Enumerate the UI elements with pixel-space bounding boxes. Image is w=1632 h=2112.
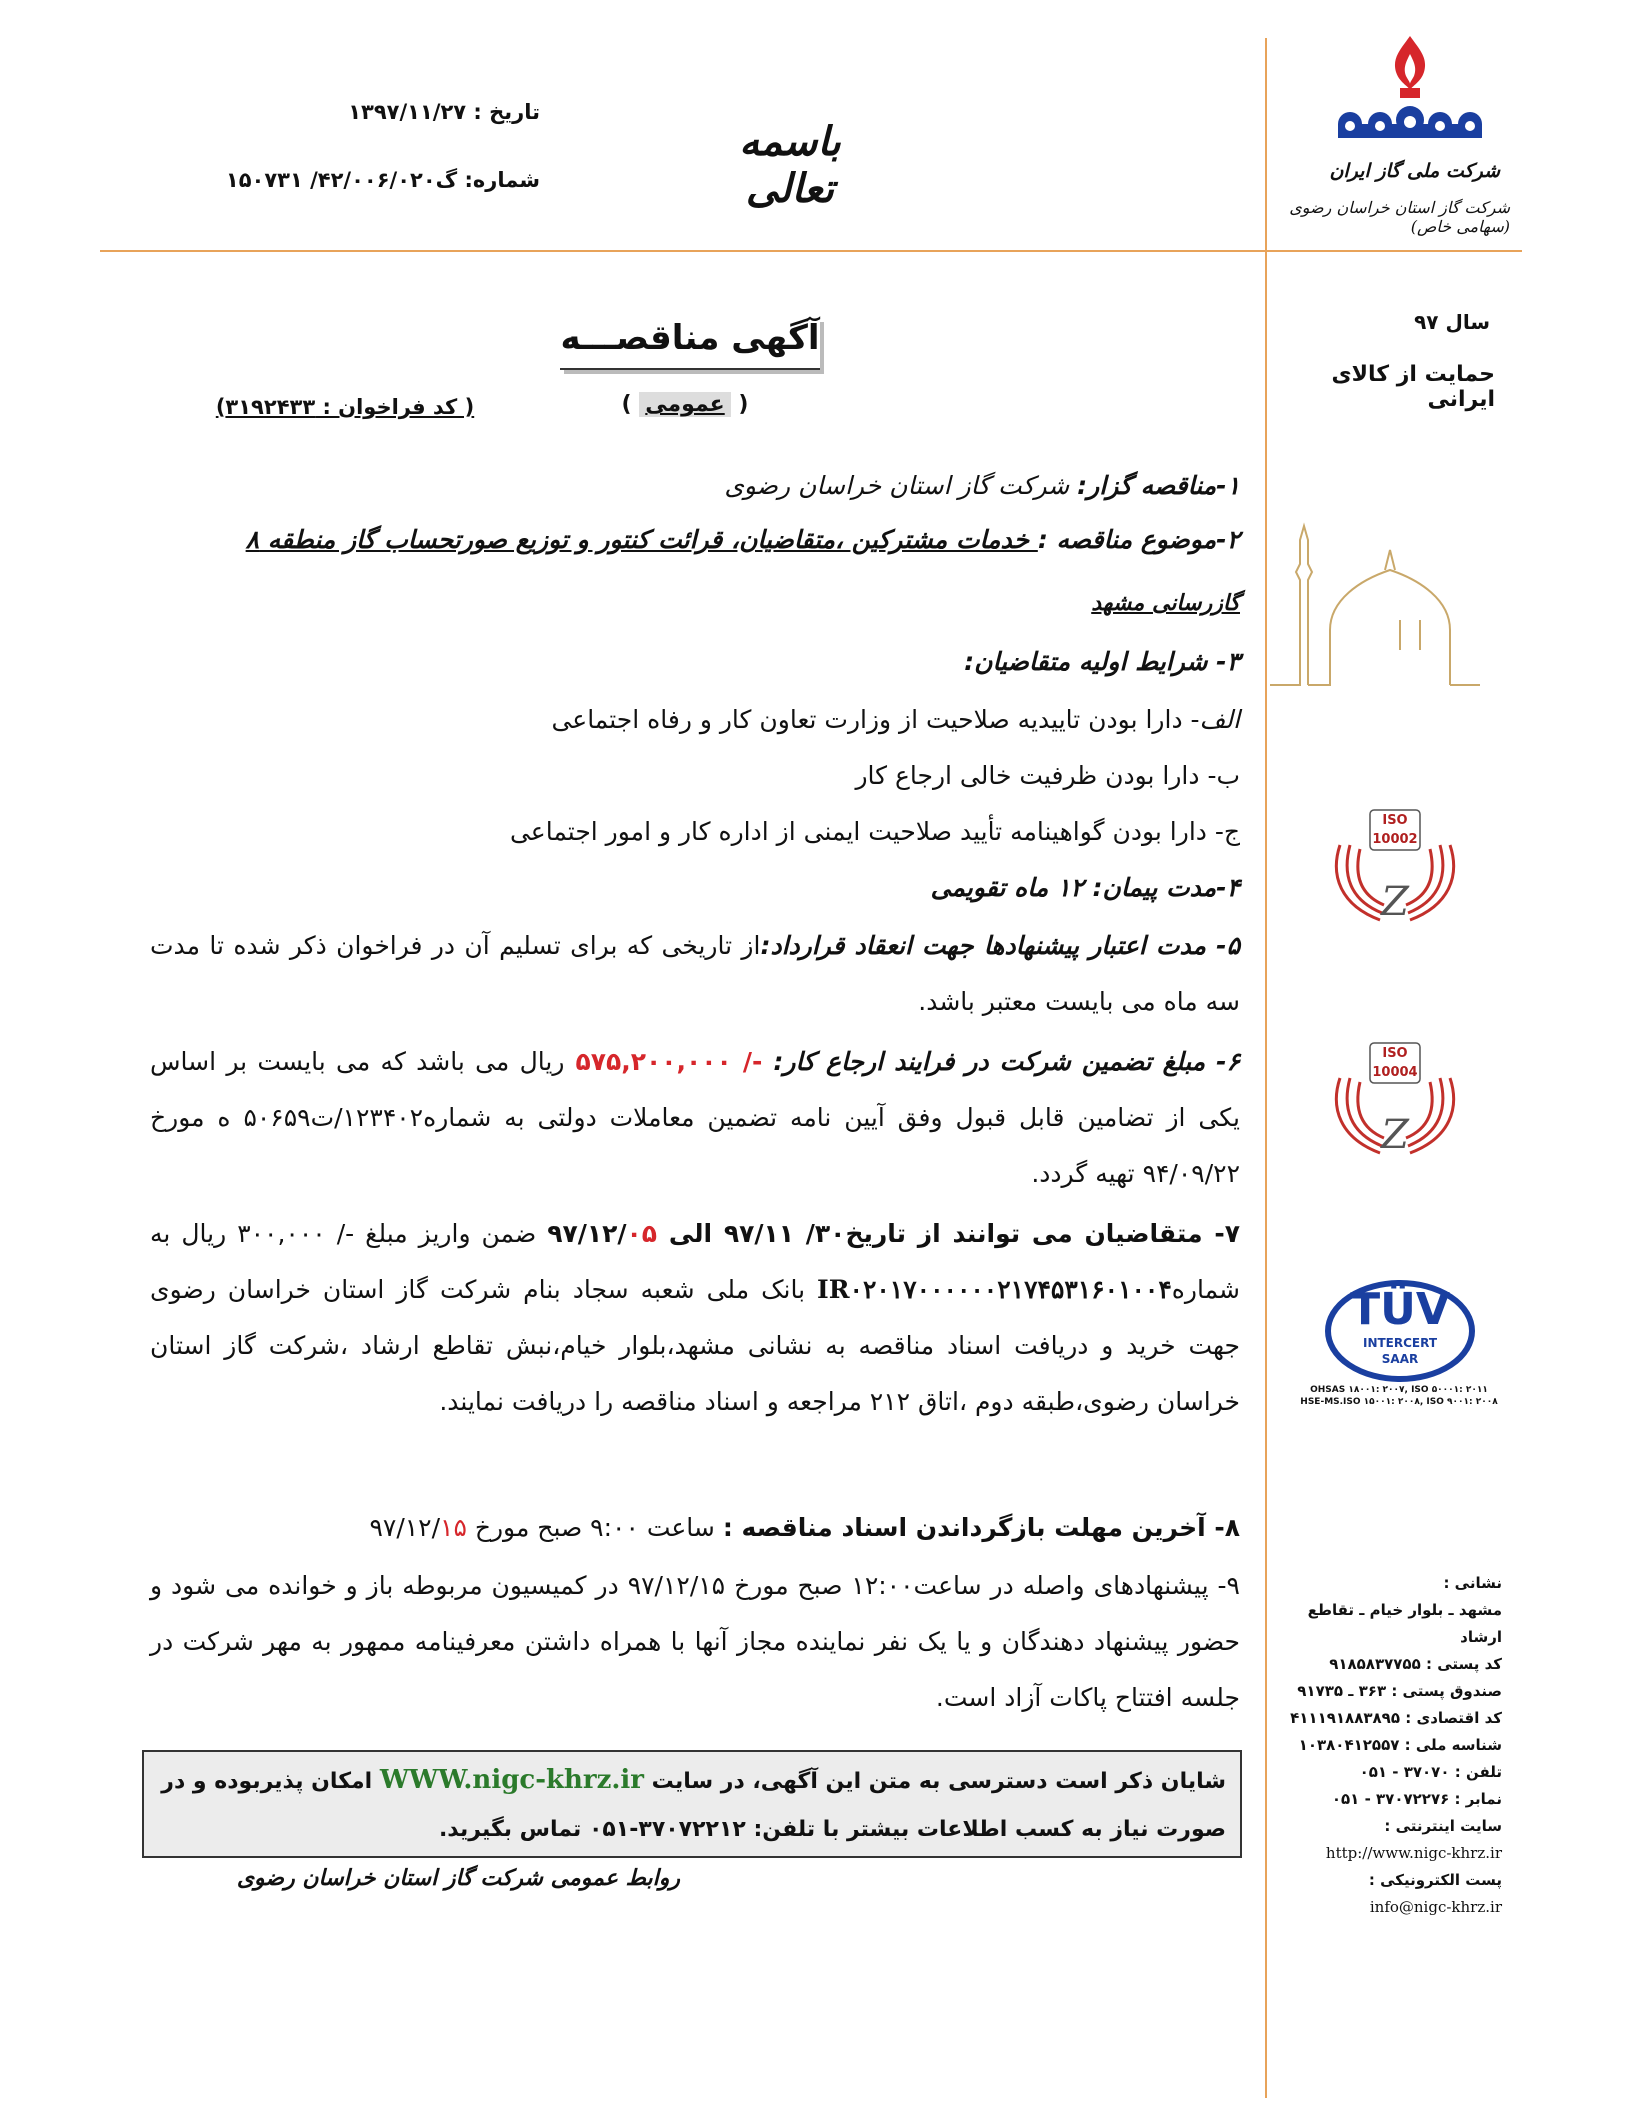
item-5: ۵- مدت اعتبار پیشنهادها جهت انعقاد قرارداد:از تاریخی که برای تسلیم آن در فراخوان ذکر شده تا مدت سه ماه می بایست معتبر باشد.	[150, 931, 1240, 1016]
email-address[interactable]: info@nigc-khrz.ir	[1369, 1898, 1502, 1916]
tender-type: ( عمومی )	[621, 392, 749, 417]
address-line: شناسه ملی : ۱۰۳۸۰۴۱۲۵۵۷	[1298, 1736, 1502, 1754]
iso-number-1: 10002	[1372, 832, 1418, 847]
tuv-main-label: TÜV	[1350, 1284, 1450, 1335]
bismillah: باسمه تعالی	[739, 118, 841, 212]
item-4: ۴-مدت پیمان: ۱۲ ماه تقویمی	[930, 873, 1240, 902]
address-block	[1262, 1570, 1502, 1921]
notice-box: شایان ذکر است دسترسی به متن این آگهی، در سایت WWW.nigc-khrz.ir امکان پذیربوده و در صورت نیاز به کسب اطلاعات بیشتر با تلفن: ۳۷۰۷۲۲۱۲-۰۵۱ تماس بگیرید.	[142, 1750, 1242, 1858]
item-3-b: ب- دارا بودن ظرفیت خالی ارجاع کار	[855, 761, 1240, 790]
item-6: ۶- مبلغ تضمین شرکت در فرایند ارجاع کار: -/ ۵۷۵,۲۰۰,۰۰۰ ریال می باشد که می بایست بر اساس یکی از تضامین قابل قبول وفق آیین نامه تضمین معاملات دولتی به شماره۱۲۳۴۰۲/ت۵۰۶۵۹ ه مورخ ۹۴/۰۹/۲۲ تهیه گردد.	[150, 1047, 1241, 1188]
tuv-saar-label: SAAR	[1381, 1352, 1419, 1366]
year-slogan: حمایت از کالای ایرانی	[1331, 362, 1495, 412]
item-9: ۹- پیشنهادهای واصله در ساعت۱۲:۰۰ صبح مورخ ۹۷/۱۲/۱۵ در کمیسیون مربوطه باز و خوانده می شود و حضور پیشنهاد دهندگان و یا یک نفر نماینده مجاز آنها با همراه داشتن معرفینامه ممهور به مهر شرکت در جلسه افتتاح پاکات آزاد است.	[150, 1571, 1240, 1712]
item-1: ۱-مناقصه گزار: شرکت گاز استان خراسان رضوی	[724, 471, 1240, 500]
address-line: کد پستی : ۹۱۸۵۸۳۷۷۵۵	[1329, 1655, 1502, 1673]
item-3-a: الف- دارا بودن تاییدیه صلاحیت از وزارت تعاون کار و رفاه اجتماعی	[551, 705, 1240, 734]
address-line: سایت اینترنتی :	[1384, 1817, 1502, 1835]
item-3-c: ج- دارا بودن گواهینامه تأیید صلاحیت ایمنی از اداره کار و امور اجتماعی	[509, 817, 1240, 846]
tuv-standards: OHSAS ۱۸۰۰۱: ۲۰۰۷, ISO ۵۰۰۰۱: ۲۰۱۱ HSE-MS.ISO ۱۵۰۰۱: ۲۰۰۸, ISO ۹۰۰۱: ۲۰۰۸	[1300, 1385, 1498, 1407]
iso-word-1: ISO	[1382, 813, 1408, 828]
svg-text:Z: Z	[1381, 1112, 1409, 1158]
announcement-title: آگهی مناقصـــه	[560, 318, 820, 370]
shrine-outline-icon	[1270, 520, 1515, 690]
item-2: ۲-موضوع مناقصه : خدمات مشترکین ،متقاضیان، قرائت کنتور و توزیع صورتحساب گاز منطقه ۸	[245, 525, 1240, 554]
address-line: صندوق پستی : ۳۶۳ ـ ۹۱۷۳۵	[1297, 1682, 1502, 1700]
year-label: سال ۹۷	[1414, 310, 1490, 334]
logo-company-name: شرکت ملی گاز ایران	[1329, 160, 1500, 182]
address-line: مشهد ـ بلوار خیام ـ تقاطع ارشاد	[1307, 1601, 1502, 1646]
address-line: کد اقتصادی : ۴۱۱۱۹۱۸۸۳۸۹۵	[1290, 1709, 1502, 1727]
address-line: تلفن : ۳۷۰۷۰ - ۰۵۱	[1359, 1763, 1502, 1781]
address-line: نشانی :	[1443, 1574, 1502, 1592]
nigc-logo-icon	[1330, 28, 1490, 148]
call-code: ( کد فراخوان : ۳۱۹۲۴۳۳)	[215, 395, 475, 419]
email-label: پست الکترونیکی :	[1368, 1871, 1502, 1889]
item-2-continued: گازرسانی مشهد	[1091, 591, 1240, 616]
website-url[interactable]: http://www.nigc-khrz.ir	[1325, 1844, 1502, 1862]
item-3: ۳- شرایط اولیه متقاضیان:	[964, 647, 1240, 676]
item-8: ۸- آخرین مهلت بازگرداندن اسناد مناقصه : ساعت ۹:۰۰ صبح مورخ ۹۷/۱۲/۱۵	[369, 1513, 1240, 1542]
item-7: ۷- متقاضیان می توانند از تاریخ۳۰/ ۹۷/۱۱ الی ۹۷/۱۲/۰۵ ضمن واریز مبلغ -/ ۳۰۰,۰۰۰ ریال به شمارهIR۰۲۰۱۷۰۰۰۰۰۰۲۱۷۴۵۳۱۶۰۱۰۰۴ بانک ملی شعبه سجاد بنام شرکت گاز استان خراسان رضوی جهت خرید و دریافت اسناد مناقصه به نشانی مشهد،بلوار خیام،نبش تقاطع ارشاد ،شرکت گاز استان خراسان رضوی،طبقه دوم ،اتاق ۲۱۲ مراجعه و اسناد مناقصه را دریافت نمایند.	[150, 1219, 1240, 1416]
website-link[interactable]: WWW.nigc-khrz.ir	[379, 1765, 645, 1795]
logo-company-subname: شرکت گاز استان خراسان رضوی (سهامی خاص)	[1289, 198, 1510, 236]
tuv-intercert-label: INTERCERT	[1362, 1336, 1438, 1350]
iso-word-2: ISO	[1382, 1046, 1408, 1061]
address-line: نمابر : ۳۷۰۷۲۲۷۶ - ۰۵۱	[1331, 1790, 1502, 1808]
letter-date: تاریخ : ۱۳۹۷/۱۱/۲۷	[348, 100, 540, 124]
svg-text:Z: Z	[1381, 879, 1409, 925]
iso-number-2: 10004	[1372, 1065, 1418, 1080]
letter-number: شماره: گ۴۲/۰۰۶/۰۲۰/ ۱۵۰۷۳۱	[225, 168, 540, 192]
header-divider	[100, 250, 1522, 252]
public-relations-signature: روابط عمومی شرکت گاز استان خراسان رضوی	[236, 1866, 680, 1891]
